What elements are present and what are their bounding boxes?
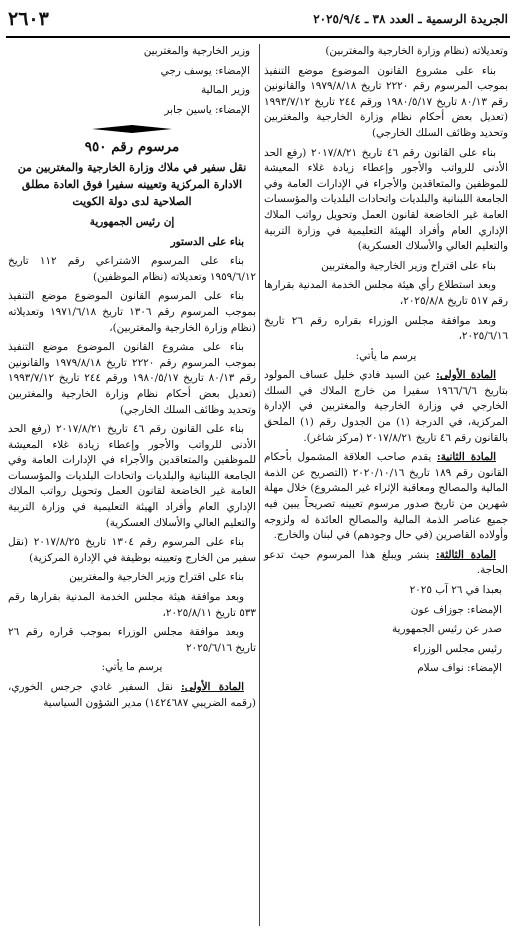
paragraph-text: الإمضاء: نواف سلام xyxy=(417,662,502,675)
article-label: المادة الأولى: xyxy=(180,681,244,693)
article-label: المادة الأولى: xyxy=(436,369,496,382)
paragraph-text: بناء على المرسوم القانون الموضوع موضع التنفيذ بموجب المرسوم رقم ١٣٠٦ تاريخ ١٩٧١/٦/١٨ وتعديلاته (نظام وزارة الخارجية والمغتربين)، xyxy=(8,290,256,334)
right-paragraph xyxy=(264,259,508,275)
left-paragraph xyxy=(8,535,256,566)
left-paragraph xyxy=(8,340,256,418)
page-number: ٢٦٠٣ xyxy=(8,8,49,30)
left-paragraph xyxy=(8,590,256,621)
right-paragraph xyxy=(264,548,508,579)
paragraph-text: الإمضاء: جوزاف عون xyxy=(410,603,502,616)
right-column xyxy=(264,44,508,928)
paragraph-text: بناء على القانون رقم ٤٦ تاريخ ٢٠١٧/٨/٢١ (رفع الحد الأدنى للرواتب والأجور وإعطاء زيادة غلاء المعيشة للموظفين والمتعاقدين والأجراء في الإدارات العامة وفي الجامعة اللبنانية والبلديات واتحادات البلديات والمؤسسات العامة غير الخاضعة لقانون العمل وتحويل رواتب الملاك الإداري العام وأفراد الهيئة التعليمية في وزارة التربية والتعليم العالي والأسلاك العسكرية) xyxy=(8,423,256,529)
paragraph-text: بناء على المرسوم الاشتراعي رقم ١١٢ تاريخ ١٩٥٩/٦/١٢ وتعديلاته (نظام الموظفين) xyxy=(8,255,256,283)
decree-title: نقل سفير في ملاك وزارة الخارجية والمغتربين من الادارة المركزية وتعيينه سفيرا فوق العادة مطلق الصلاحية لدى دولة الكويت xyxy=(17,160,247,208)
paragraph-text: وبعد استطلاع رأي هيئة مجلس الخدمة المدنية بقرارها رقم ٥١٧ تاريخ ٢٠٢٥/٨/٨، xyxy=(264,279,508,307)
page-header xyxy=(8,6,508,36)
right-paragraph xyxy=(264,642,508,658)
right-paragraph xyxy=(264,314,508,345)
right-paragraph xyxy=(264,349,508,365)
paragraph-text: بناء على الدستور xyxy=(170,235,244,248)
paragraph-text: عين السيد فادي خليل عساف المولود بتاريخ ١٩٦٦/٦/٦ سفيرا من خارج الملاك في السلك الخارجي في وزارة الخارجية والمغتربين في الإدارة المركزية، في الدرجة (١) من الجدول رقم (١) الملحق بالقانون رقم ٤٦ تاريخ ٢٠١٧/٨/٢١ (مركز شاغر). xyxy=(264,369,508,444)
article-label: المادة الثانية: xyxy=(436,451,496,464)
paragraph-text: بناء على مشروع القانون الموضوع موضع التنفيذ بموجب المرسوم رقم ٢٢٢٠ تاريخ ١٩٧٩/٨/١٨ والقانونين رقم ٨٠/١٣ تاريخ ١٩٨٠/٥/١٧ ورقم ٢٤٤ تاريخ ١٩٩٣/٧/١٢ (تعديل بعض أحكام نظام وزارة الخارجية والمغتربين وتحديد وظائف السلك الخارجي) xyxy=(264,64,509,139)
header-rule xyxy=(6,36,510,38)
paragraph-text: وبعد موافقة هيئة مجلس الخدمة المدنية بقرارها رقم ٥٣٣ تاريخ ٢٠٢٥/٨/١١، xyxy=(8,591,256,619)
paragraph-text: صدر عن رئيس الجمهورية xyxy=(391,623,502,636)
decree-number: مرسوم رقم ٩٥٠ xyxy=(84,139,180,156)
paragraph-text: نقل السفير غادي جرجس الخوري، (رقمه الضريبي ١٤٢٤٦٨٧) مدير الشؤون السياسية xyxy=(8,681,256,709)
article-label: المادة الثالثة: xyxy=(435,548,496,561)
right-paragraph xyxy=(264,44,508,60)
right-paragraph xyxy=(264,622,508,638)
right-paragraph xyxy=(264,368,508,446)
right-paragraph xyxy=(264,450,508,544)
paragraph-text: يرسم ما يأتي: xyxy=(355,349,417,362)
left-column xyxy=(8,44,256,928)
right-paragraph xyxy=(264,583,508,599)
right-paragraph xyxy=(264,661,508,677)
paragraph-text: بناء على المرسوم رقم ١٣٠٤ تاريخ ٢٠١٧/٨/٢٥ (نقل سفير من الخارج وتعيينه بوظيفة في الإدارة المركزية) xyxy=(8,536,256,564)
right-paragraph xyxy=(264,603,508,619)
paragraph-text: وزير الخارجية والمغتربين xyxy=(143,45,250,57)
right-paragraph xyxy=(264,278,508,309)
decree-body xyxy=(8,215,256,711)
paragraph-text: بناء على اقتراح وزير الخارجية والمغتربين xyxy=(321,259,496,272)
left-paragraph xyxy=(8,660,256,676)
paragraph-text: وتعديلاته (نظام وزارة الخارجية والمغتربين) xyxy=(325,45,508,57)
left-paragraph xyxy=(8,680,256,711)
left-paragraph xyxy=(8,215,256,231)
left-paragraph xyxy=(8,235,256,251)
paragraph-text: بناء على مشروع القانون الموضوع موضع التنفيذ بموجب المرسوم رقم ٢٢٢٠ تاريخ ١٩٧٩/٨/١٨ والقانونين رقم ٨٠/١٣ تاريخ ١٩٨٠/٥/١٧ ورقم ٢٤٤ تاريخ ١٩٩٣/٧/١٢ (تعديل بعض أحكام نظام وزارة الخارجية والمغتربين وتحديد وظائف السلك الخارجي) xyxy=(8,341,257,416)
left-paragraph xyxy=(8,422,256,531)
gazette-issue-line: الجريدة الرسمية ـ العدد ٣٨ ـ ٢٠٢٥/٩/٤ xyxy=(313,12,508,26)
paragraph-text: بناء على القانون رقم ٤٦ تاريخ ٢٠١٧/٨/٢١ (رفع الحد الأدنى للرواتب والأجور وإعطاء زيادة غلاء المعيشة للموظفين والمتعاقدين والأجراء في الإدارات العامة وفي الجامعة اللبنانية والبلديات واتحادات البلديات والمؤسسات العامة غير الخاضعة لقانون العمل وتحويل رواتب الملاك الإداري العام وأفراد الهيئة التعليمية في وزارة التربية والتعليم العالي والأسلاك العسكرية) xyxy=(264,146,508,253)
paragraph-text: يقدم صاحب العلاقة المشمول بأحكام القانون رقم ١٨٩ تاريخ ٢٠٢٠/١٠/١٦ (التصريح عن الذمة المالية والمصالح ومعاقبة الإثراء غير المشروع) خلال مهلة شهرين من تاريخ صدور مرسوم تعيينه تصريحاً يبين فيه جميع عناصر الذمة المالية والمصالح العائدة له ولزوجه وأولاده القاصرين (في حال وجودهم) في لبنان والخارج. xyxy=(264,451,509,542)
right-paragraph xyxy=(264,146,508,255)
paragraph-text: وبعد موافقة مجلس الوزراء بموجب قراره رقم ٢٦ تاريخ ٢٠٢٥/٦/١٦ xyxy=(8,626,256,654)
paragraph-text: الإمضاء: ياسين جابر xyxy=(164,103,250,116)
left-paragraph xyxy=(8,254,256,285)
paragraph-text: إن رئيس الجمهورية xyxy=(89,215,175,228)
paragraph-text: رئيس مجلس الوزراء xyxy=(412,642,502,655)
paragraph-text: بناء على اقتراح وزير الخارجية والمغتربين xyxy=(69,571,244,584)
paragraph-text: وزير المالية xyxy=(200,84,250,97)
paragraph-text: بعبدا في ٢٦ آب ٢٠٢٥ xyxy=(409,584,502,596)
signatures-block xyxy=(8,44,256,118)
diamond-rule-icon xyxy=(92,124,172,134)
paragraph-text: يرسم ما يأتي: xyxy=(101,661,163,674)
paragraph-text: وبعد موافقة مجلس الوزراء بقراره رقم ٢٦ تاريخ ٢٠٢٥/٦/١٦، xyxy=(264,314,508,343)
separator-ornament xyxy=(8,124,256,134)
signature-line xyxy=(8,64,256,80)
paragraph-text: ينشر ويبلغ هذا المرسوم حيث تدعو الحاجة. xyxy=(264,548,508,577)
left-paragraph xyxy=(8,289,256,336)
column-divider xyxy=(259,44,260,926)
left-paragraph xyxy=(8,570,256,586)
signature-line xyxy=(8,103,256,119)
left-paragraph xyxy=(8,625,256,656)
paragraph-text: الإمضاء: يوسف رجي xyxy=(160,64,250,77)
signature-line xyxy=(8,83,256,99)
right-paragraph xyxy=(264,64,508,142)
signature-line xyxy=(8,44,256,60)
